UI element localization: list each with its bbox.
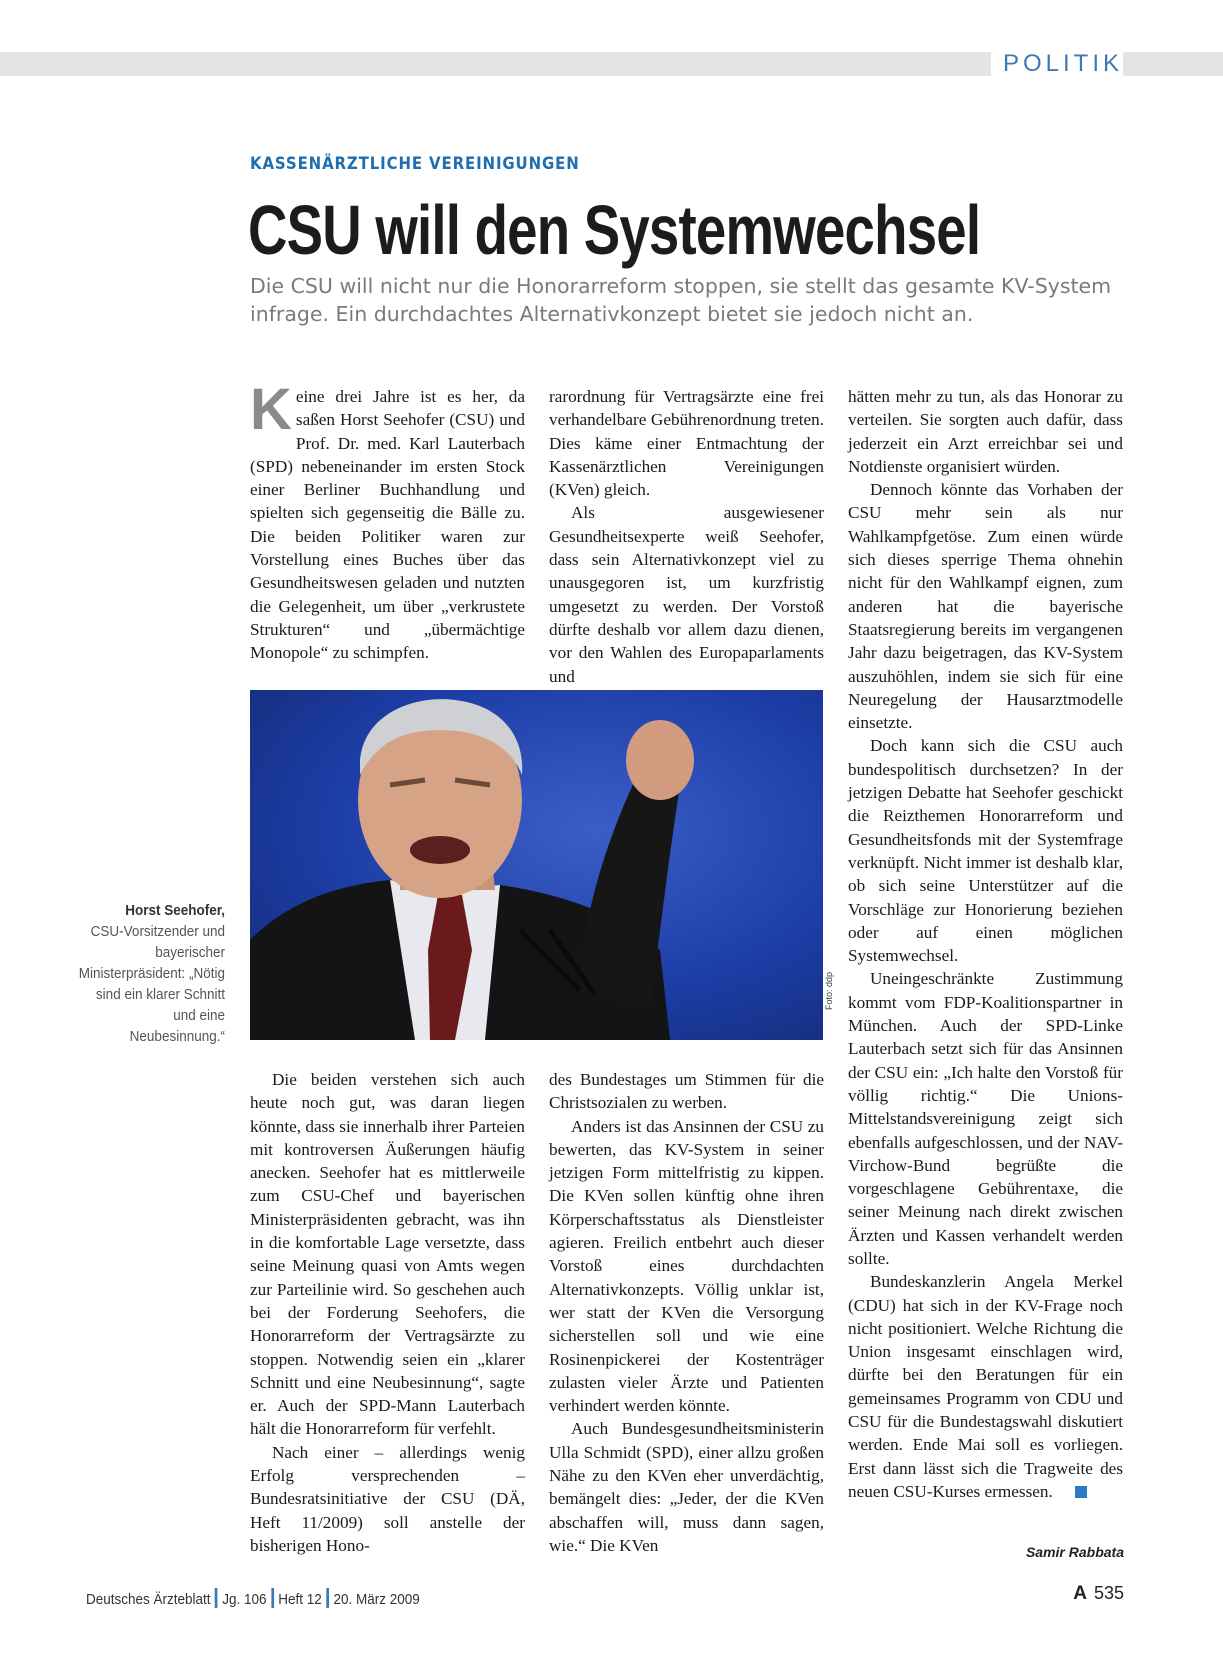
column-2-top [549, 385, 824, 688]
end-mark-icon [1075, 1486, 1087, 1498]
issue: Heft 12 [278, 1591, 322, 1608]
section-label: POLITIK [991, 50, 1123, 78]
footer [86, 1588, 420, 1608]
paragraph: Die beiden verstehen sich auch heute noch gut, was daran liegen könnte, dass sie innerhalb ihrer Parteien mit kontroversen Äußerungen häufig anecken. Seehofer hat es mittlerweile zum CSU-Chef und bayerischen Ministerpräsidenten gebracht, was ihn in die komfortable Lage versetzte, dass seine Meinung quasi von Amts wegen zur Parteilinie wird. So geschehen auch bei der Forderung Seehofers, die Honorarreform der Vertragsärzte zu stoppen. Notwendig seien ein „klarer Schnitt und eine Neubesinnung“, sagte er. Auch der SPD-Mann Lauterbach hält die Honorarreform für verfehlt. [250, 1070, 525, 1439]
photo-credit: Foto: ddp [824, 971, 834, 1010]
paragraph: Dennoch könnte das Vorhaben der CSU mehr sein als nur Wahlkampfgetöse. Zum einen würde sich dieses sperrige Thema ohnehin nicht für den Wahlkampf eignen, zum anderen hat die bayerische Staatsregierung bereits im vergangenen Jahr dazu beigetragen, das KV-System auszuhöhlen, indem sie sich für eine Neuregelung der Hausarztmodelle einsetzte. [848, 480, 1123, 733]
paragraph: Nach einer – allerdings wenig Erfolg versprechenden – Bundesratsinitiative der CSU (DÄ, Heft 11/2009) soll anstelle der bisherigen Hono- [250, 1442, 525, 1555]
separator [271, 1588, 274, 1608]
separator [215, 1588, 218, 1608]
drop-cap: K [250, 377, 292, 442]
page-number: A 535 [1073, 1583, 1124, 1604]
article-lead: Die CSU will nicht nur die Honorarreform stoppen, sie stellt das gesamte KV-System infrage. Ein durchdachtes Alternativkonzept bietet sie jedoch nicht an. [250, 274, 1112, 326]
paragraph: rarordnung für Vertragsärzte eine frei verhandelbare Gebührenordnung treten. Dies käme einer Entmachtung der Kassenärztlichen Vereinigungen (KVen) gleich. [549, 387, 824, 500]
caption-name: Horst Seehofer, [125, 902, 225, 919]
paragraph: des Bundestages um Stimmen für die Christsozialen zu werben. [549, 1070, 824, 1113]
issue-date: 20. März 2009 [333, 1591, 420, 1608]
caption-text: CSU-Vorsitzender und bayerischer Ministerpräsident: „Nötig sind ein klarer Schnitt und eine Neubesinnung.“ [78, 923, 225, 1045]
paragraph: Uneingeschränkte Zustimmung kommt vom FDP-Koalitionspartner in München. Auch der SPD-Linke Lauterbach setzt sich für das Ansinnen der CSU ein: „Ich halte den Vorstoß für völlig richtig.“ Die Unions-Mittelstandsvereinigung zeigt sich ebenfalls aufgeschlossen, und der NAV-Virchow-Bund begrüßte die vorgeschlagene Gebührentaxe, die seiner Meinung nach direkt zwischen Ärzten und Kassen verhandelt werden sollte. [848, 969, 1123, 1268]
column-1-bottom [250, 1068, 525, 1557]
paragraph: Als ausgewiesener Gesundheitsexperte weiß Seehofer, dass sein Alternativkonzept viel zu unausgegoren ist, um kurzfristig umgesetzt zu werden. Der Vorstoß dürfte deshalb vor allem dazu dienen, vor den Wahlen des Europaparlaments und [549, 503, 824, 686]
column-2-bottom [549, 1068, 824, 1557]
volume: Jg. 106 [222, 1591, 267, 1608]
paragraph: Auch Bundesgesundheitsministerin Ulla Schmidt (SPD), einer allzu großen Nähe zu den KVen eher unverdächtig, bemängelt dies: „Jeder, der die KVen abschaffen will, muss dann sagen, wie.“ Die KVen [549, 1419, 824, 1555]
article-photo [250, 690, 823, 1040]
article-headline: CSU will den Systemwechsel [248, 191, 981, 269]
paragraph: Keine drei Jahre ist es her, da saßen Horst Seehofer (CSU) und Prof. Dr. med. Karl Lauterbach (SPD) nebeneinander im ersten Stock einer Berliner Buchhandlung und spielten sich gegenseitig die Bälle zu. Die beiden Politiker waren zur Vorstellung eines Buches über das Gesundheitswesen geladen und nutzten die Gelegenheit, um über „verkrustete Strukturen“ und „übermächtige Monopole“ zu schimpfen. [250, 377, 525, 663]
separator [326, 1588, 329, 1608]
paragraph: Anders ist das Ansinnen der CSU zu bewerten, das KV-System in seiner jetzigen Form mittelfristig zu kippen. Die KVen sollen künftig ohne ihren Körperschaftsstatus als Dienstleister agieren. Freilich entbehrt auch dieser Vorstoß eines durchdachten Alternativkonzepts. Völlig unklar ist, wer statt der KVen die Versorgung sicherstellen soll und wie eine Rosinenpickerei der Kostenträger zulasten vieler Ärzte und Patienten verhindert werden könnte. [549, 1116, 824, 1416]
author: Samir Rabbata [1025, 1544, 1124, 1560]
paragraph: Doch kann sich die CSU auch bundespolitisch durchsetzen? In der jetzigen Debatte hat Seehofer geschickt die Reizthemen Honorarreform und Gesundheitsfonds mit der Systemfrage verknüpft. Nicht immer ist deshalb klar, ob sich seine Unterstützer auf die Vorschläge zur Honorierung beziehen oder auf einen möglichen Systemwechsel. [848, 736, 1123, 966]
paragraph: Bundeskanzlerin Angela Merkel (CDU) hat sich in der KV-Frage noch nicht positioniert. Welche Richtung die Union insgesamt einschlagen wird, dürfte bei den Beratungen für ein gemeinsames Programm von CDU und CSU für die Bundestagswahl diskutiert werden. Ende Mai soll es vorliegen. Erst dann lässt sich die Tragweite des neuen CSU-Kurses ermessen. [848, 1272, 1123, 1501]
column-3 [848, 385, 1123, 1503]
journal-name: Deutsches Ärzteblatt [86, 1591, 211, 1608]
article-kicker: KASSENÄRZTLICHE VEREINIGUNGEN [250, 154, 580, 174]
column-1-top [250, 377, 525, 665]
photo-caption [77, 900, 226, 1047]
paragraph: hätten mehr zu tun, als das Honorar zu verteilen. Sie sorgten auch dafür, dass jederzeit ein Arzt erreichbar sei und Notdienste organisiert würden. [848, 387, 1123, 476]
portrait-illustration [250, 690, 823, 1040]
